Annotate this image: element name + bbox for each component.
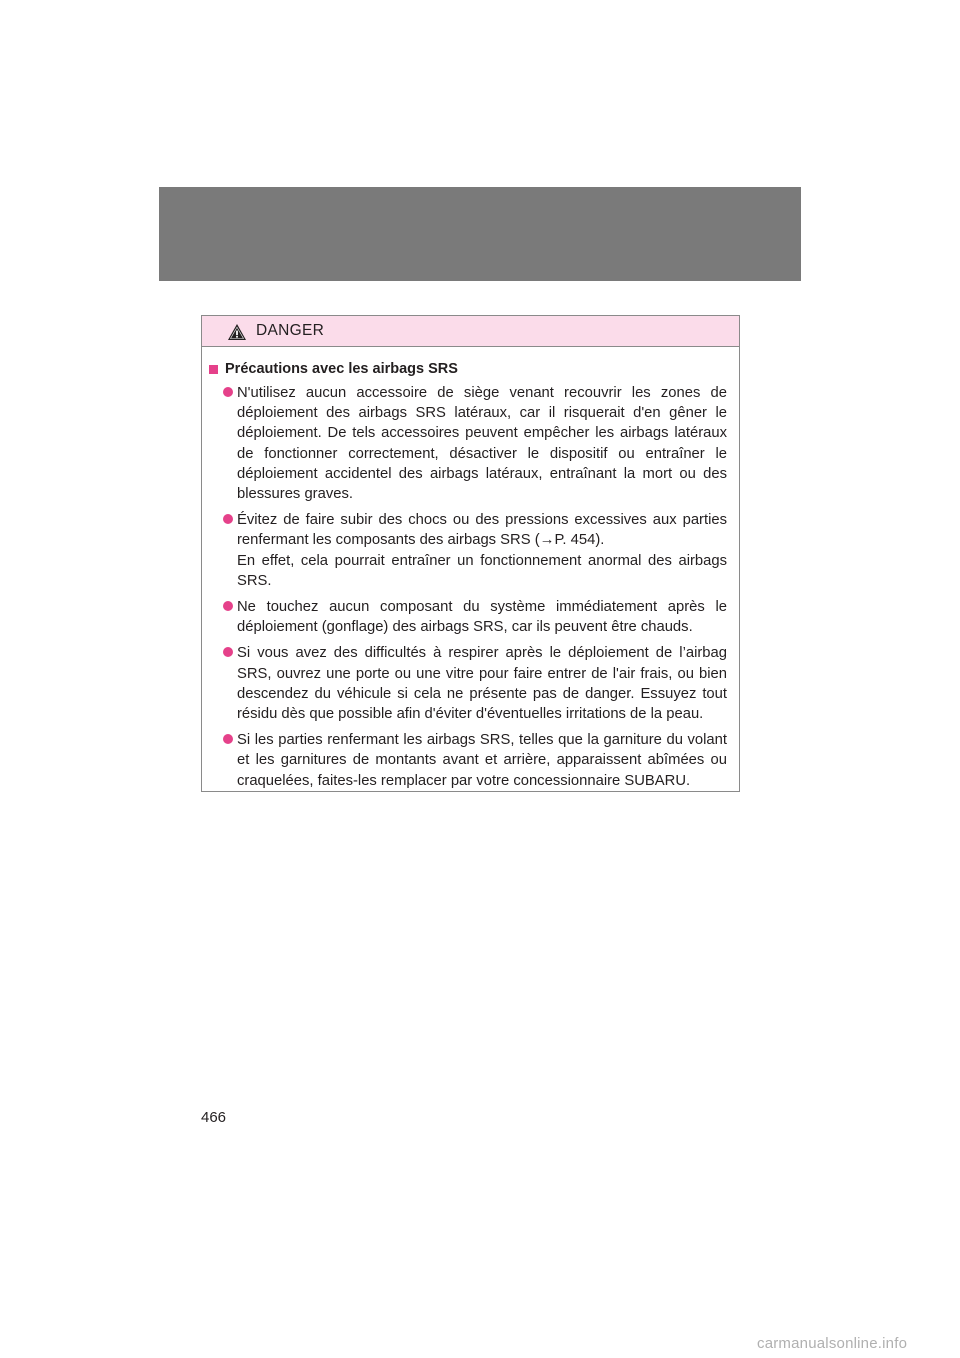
list-item-text: Si les parties renfermant les airbags SRS, telles que la garniture du volant et les garnitures de montants avant et arrière, apparaissent abîmées ou craquelées, faites-les remplacer par votre concessionnaire SUBARU. <box>237 732 727 789</box>
warning-triangle-icon <box>227 323 247 341</box>
bullet-icon <box>223 387 233 397</box>
list-item <box>202 643 739 724</box>
section-heading-text: Précautions avec les airbags SRS <box>225 361 458 377</box>
list-item-text: Si vous avez des difficultés à respirer après le déploiement de l’airbag SRS, ouvrez une porte ou une vitre pour faire entrer de l'air frais, ou bien descendez du véhicule si cela ne présente pas de danger. Essuyez tout résidu dès que possible afin d'éviter d'éventuelles irritations de la peau. <box>237 645 727 723</box>
danger-header <box>202 316 739 347</box>
bullet-icon <box>223 514 233 524</box>
danger-box <box>201 315 740 792</box>
square-bullet-icon <box>209 365 218 374</box>
list-item <box>202 597 739 637</box>
bullet-icon <box>223 734 233 744</box>
list-item <box>202 510 739 591</box>
section-heading <box>202 359 739 379</box>
list-item <box>202 730 739 791</box>
bullet-icon <box>223 601 233 611</box>
bullet-icon <box>223 647 233 657</box>
danger-title: DANGER <box>256 322 325 339</box>
list-item-text: Ne touchez aucun composant du système immédiatement après le déploiement (gonflage) des airbags SRS, car ils peuvent être chauds. <box>237 599 727 636</box>
list-item <box>202 383 739 504</box>
list-item-text: Évitez de faire subir des chocs ou des pressions excessives aux parties renfermant les composants des airbags SRS (→P. 454). <box>237 512 727 549</box>
list-item-text: N'utilisez aucun accessoire de siège venant recouvrir les zones de déploiement des airbags SRS latéraux, car il risquerait d'en gêner le déploiement. De tels accessoires peuvent empêcher les airbags latéraux de fonctionner correctement, désactiver le dispositif ou entraîner le déploiement accidentel des airbags latéraux, entraînant la mort ou des blessures graves. <box>237 385 727 503</box>
danger-body <box>202 347 739 791</box>
watermark: carmanualsonline.info <box>757 1335 908 1352</box>
section-header-band <box>159 187 801 281</box>
list-item-text-continued: En effet, cela pourrait entraîner un fonctionnement anormal des airbags SRS. <box>237 552 727 589</box>
page-number: 466 <box>201 1109 227 1126</box>
